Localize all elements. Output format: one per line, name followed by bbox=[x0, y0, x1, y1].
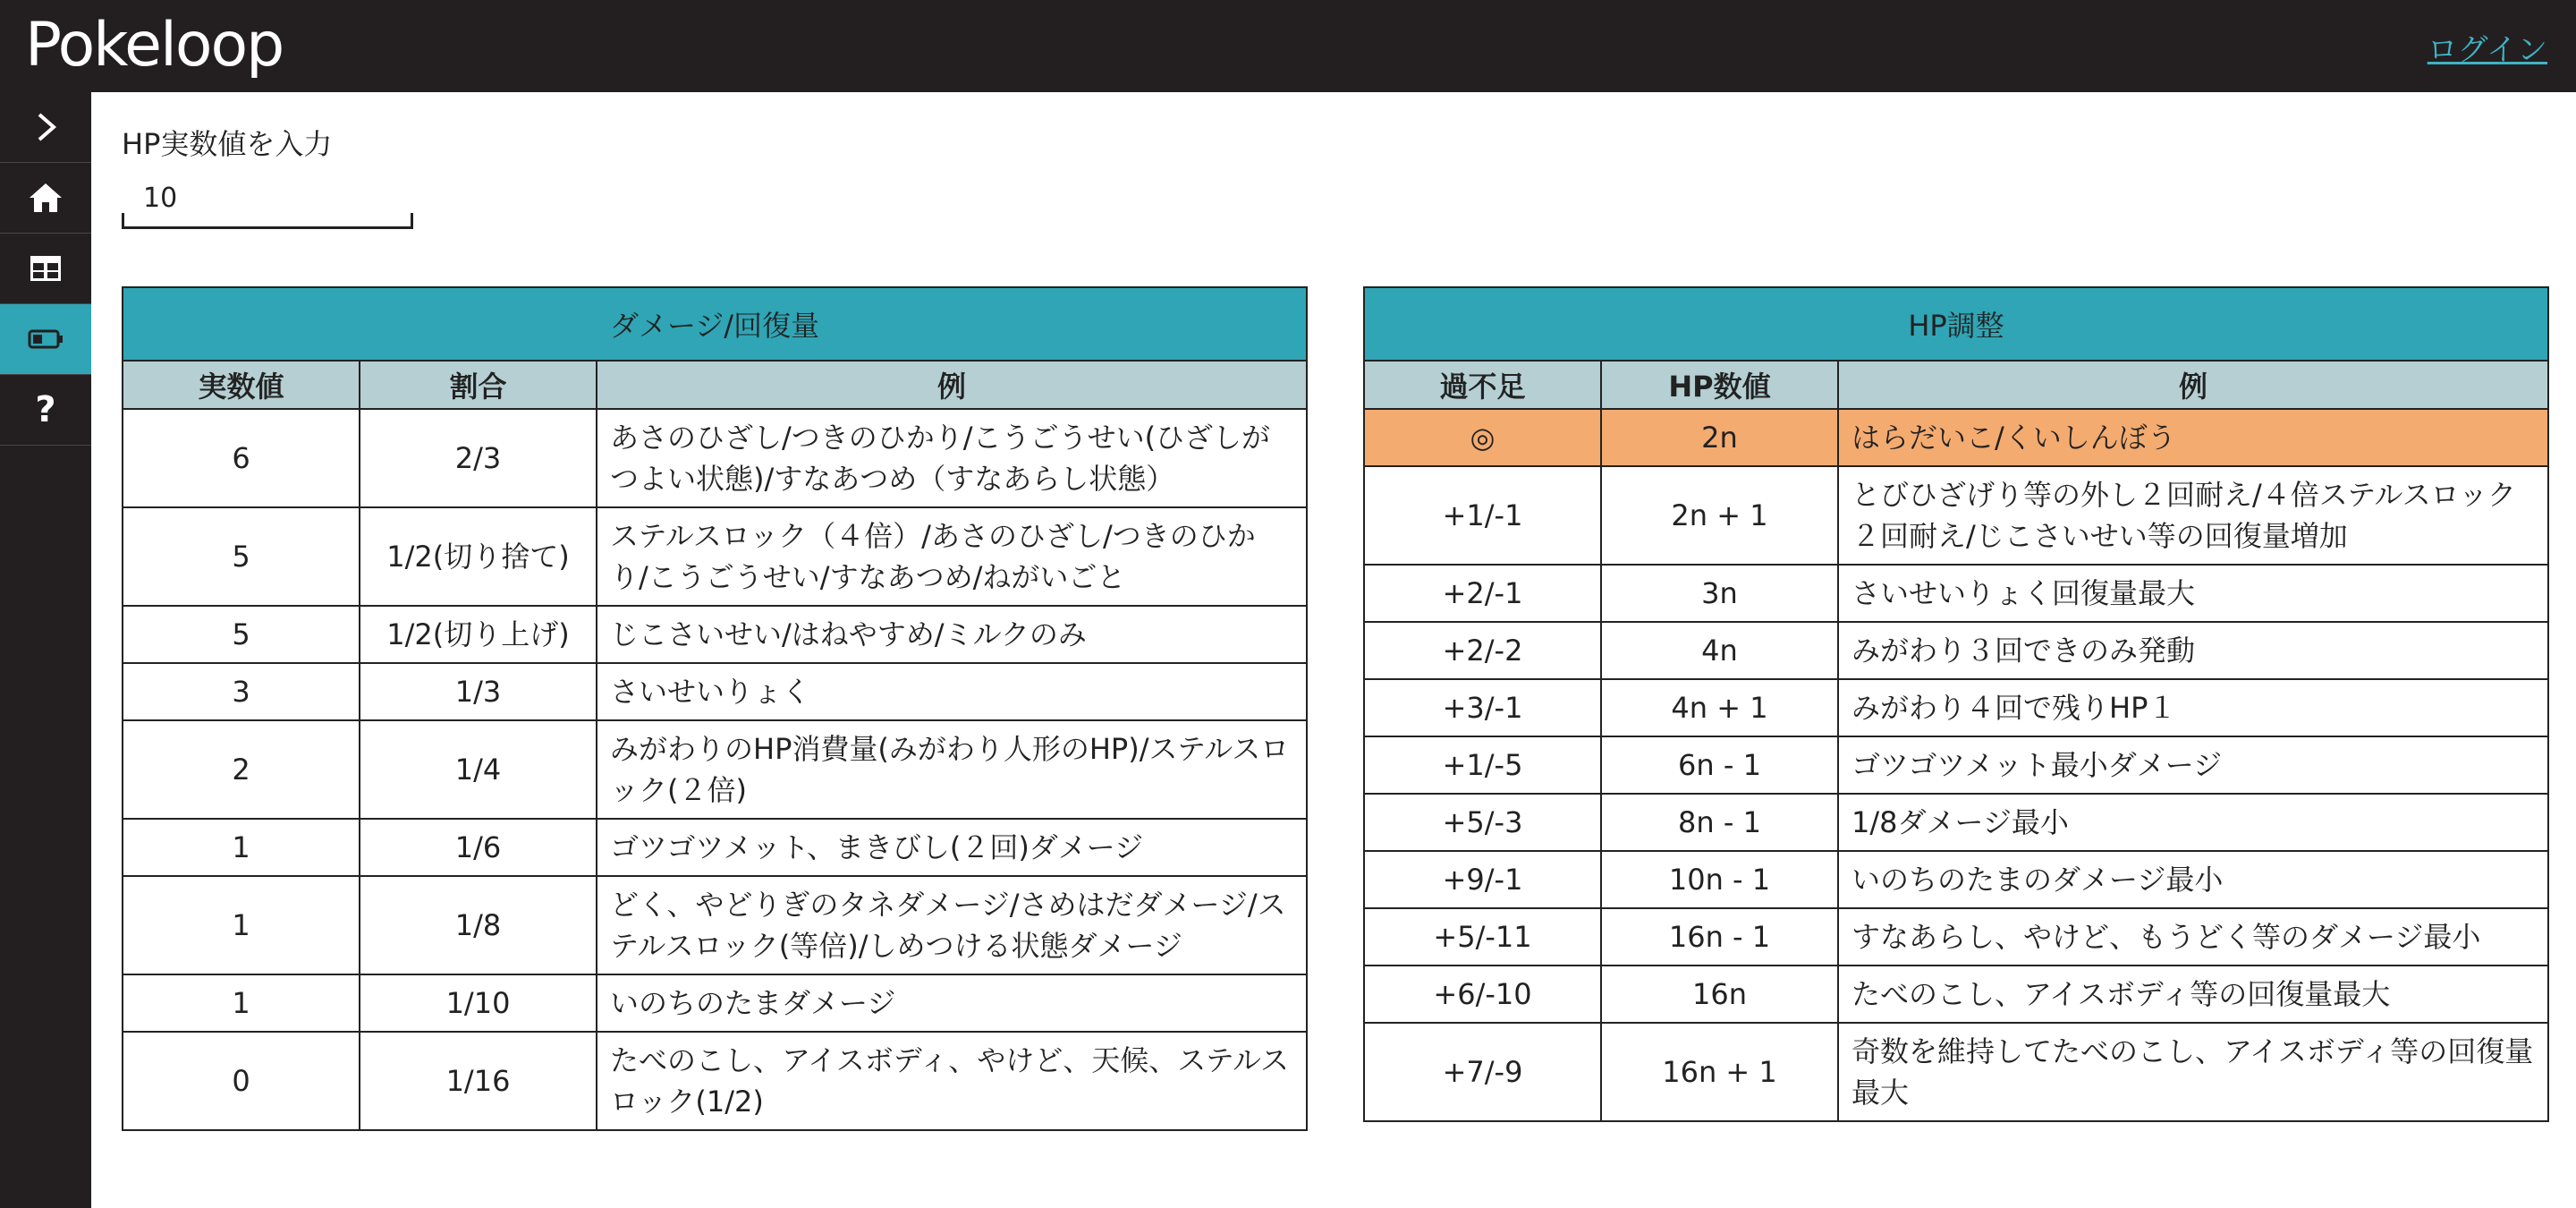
value-cell: 1 bbox=[123, 974, 360, 1032]
example-cell: さいせいりょく回復量最大 bbox=[1838, 565, 2548, 622]
example-cell: じこさいせい/はねやすめ/ミルクのみ bbox=[597, 606, 1307, 663]
example-cell: たべのこし、アイスボディ等の回復量最大 bbox=[1838, 966, 2548, 1023]
example-cell: ゴツゴツメット最小ダメージ bbox=[1838, 736, 2548, 794]
example-cell: 奇数を維持してたべのこし、アイスボディ等の回復量最大 bbox=[1838, 1023, 2548, 1121]
table-row bbox=[1364, 736, 2548, 794]
hp-cell: 2n bbox=[1601, 409, 1838, 466]
ratio-cell: 1/16 bbox=[360, 1032, 597, 1130]
diff-cell: +3/-1 bbox=[1364, 679, 1601, 736]
table-row bbox=[1364, 565, 2548, 622]
hp-cell: 8n - 1 bbox=[1601, 794, 1838, 851]
table-row bbox=[1364, 794, 2548, 851]
table-row bbox=[1364, 851, 2548, 908]
value-cell: 5 bbox=[123, 606, 360, 663]
chevron-right-icon bbox=[32, 109, 59, 145]
example-cell: はらだいこ/くいしんぼう bbox=[1838, 409, 2548, 466]
value-cell: 1 bbox=[123, 819, 360, 876]
diff-cell: +7/-9 bbox=[1364, 1023, 1601, 1121]
example-cell: みがわり４回で残りHP１ bbox=[1838, 679, 2548, 736]
example-cell: いのちのたまダメージ bbox=[597, 974, 1307, 1032]
logo-wordmark: Pokeloop bbox=[25, 10, 284, 81]
table-row bbox=[123, 507, 1307, 606]
hp-cell: 4n + 1 bbox=[1601, 679, 1838, 736]
example-cell: 1/8ダメージ最小 bbox=[1838, 794, 2548, 851]
damage-table bbox=[122, 286, 1308, 1131]
value-cell: 5 bbox=[123, 507, 360, 606]
example-cell: さいせいりょく bbox=[597, 663, 1307, 720]
hp-input[interactable] bbox=[122, 170, 413, 226]
value-cell: 1 bbox=[123, 876, 360, 974]
hp-cell: 4n bbox=[1601, 622, 1838, 679]
table-row bbox=[123, 876, 1307, 974]
example-cell: みがわり３回できのみ発動 bbox=[1838, 622, 2548, 679]
sidebar-item-home[interactable] bbox=[0, 163, 91, 234]
example-cell: ステルスロック（４倍）/あさのひざし/つきのひかり/こうごうせい/すなあつめ/ねがいごと bbox=[597, 507, 1307, 606]
column-header: 例 bbox=[1838, 361, 2548, 409]
table-row-highlighted bbox=[1364, 409, 2548, 466]
diff-cell: +6/-10 bbox=[1364, 966, 1601, 1023]
table-icon bbox=[30, 255, 62, 282]
pokeloop-logo[interactable] bbox=[25, 11, 283, 81]
damage-table-title: ダメージ/回復量 bbox=[123, 287, 1307, 361]
example-cell: いのちのたまのダメージ最小 bbox=[1838, 851, 2548, 908]
table-row bbox=[1364, 1023, 2548, 1121]
example-cell: みがわりのHP消費量(みがわり人形のHP)/ステルスロック(２倍) bbox=[597, 720, 1307, 819]
hp-cell: 3n bbox=[1601, 565, 1838, 622]
value-cell: 0 bbox=[123, 1032, 360, 1130]
sidebar-expand-button[interactable] bbox=[0, 92, 91, 163]
table-row bbox=[123, 409, 1307, 507]
value-cell: 2 bbox=[123, 720, 360, 819]
sidebar-item-help[interactable] bbox=[0, 375, 91, 446]
ratio-cell: 1/8 bbox=[360, 876, 597, 974]
diff-cell: +2/-2 bbox=[1364, 622, 1601, 679]
ratio-cell: 1/2(切り上げ) bbox=[360, 606, 597, 663]
table-row bbox=[1364, 966, 2548, 1023]
column-header: 実数値 bbox=[123, 361, 360, 409]
column-header: 割合 bbox=[360, 361, 597, 409]
table-row bbox=[1364, 466, 2548, 565]
hp-cell: 2n + 1 bbox=[1601, 466, 1838, 565]
ratio-cell: 1/4 bbox=[360, 720, 597, 819]
hp-cell: 6n - 1 bbox=[1601, 736, 1838, 794]
home-icon bbox=[28, 182, 64, 214]
example-cell: すなあらし、やけど、もうどく等のダメージ最小 bbox=[1838, 908, 2548, 966]
table-row bbox=[1364, 622, 2548, 679]
hp-input-label: HP実数値を入力 bbox=[122, 127, 333, 161]
column-header: HP数値 bbox=[1601, 361, 1838, 409]
diff-cell: +5/-3 bbox=[1364, 794, 1601, 851]
battery-icon bbox=[28, 329, 64, 349]
table-row bbox=[123, 720, 1307, 819]
table-row bbox=[123, 974, 1307, 1032]
ratio-cell: 2/3 bbox=[360, 409, 597, 507]
table-row bbox=[123, 819, 1307, 876]
diff-cell: +9/-1 bbox=[1364, 851, 1601, 908]
example-cell: あさのひざし/つきのひかり/こうごうせい(ひざしがつよい状態)/すなあつめ（すなあらし状態） bbox=[597, 409, 1307, 507]
ratio-cell: 1/2(切り捨て) bbox=[360, 507, 597, 606]
example-cell: たべのこし、アイスボディ、やけど、天候、ステルスロック(1/2) bbox=[597, 1032, 1307, 1130]
ratio-cell: 1/10 bbox=[360, 974, 597, 1032]
diff-cell: +1/-5 bbox=[1364, 736, 1601, 794]
table-row bbox=[1364, 679, 2548, 736]
ratio-cell: 1/3 bbox=[360, 663, 597, 720]
question-icon: ? bbox=[35, 389, 56, 430]
hp-cell: 16n bbox=[1601, 966, 1838, 1023]
hp-cell: 16n + 1 bbox=[1601, 1023, 1838, 1121]
hp-cell: 10n - 1 bbox=[1601, 851, 1838, 908]
diff-cell: ◎ bbox=[1364, 409, 1601, 466]
table-row bbox=[123, 606, 1307, 663]
hp-cell: 16n - 1 bbox=[1601, 908, 1838, 966]
ratio-cell: 1/6 bbox=[360, 819, 597, 876]
hp-input-container bbox=[122, 170, 413, 229]
logo-text bbox=[25, 11, 283, 81]
hp-adjust-table bbox=[1363, 286, 2549, 1122]
diff-cell: +2/-1 bbox=[1364, 565, 1601, 622]
column-header: 過不足 bbox=[1364, 361, 1601, 409]
value-cell: 3 bbox=[123, 663, 360, 720]
column-header: 例 bbox=[597, 361, 1307, 409]
example-cell: ゴツゴツメット、まきびし(２回)ダメージ bbox=[597, 819, 1307, 876]
table-row bbox=[123, 663, 1307, 720]
table-row bbox=[123, 1032, 1307, 1130]
login-link[interactable]: ログイン bbox=[2427, 32, 2547, 68]
value-cell: 6 bbox=[123, 409, 360, 507]
example-cell: どく、やどりぎのタネダメージ/さめはだダメージ/ステルスロック(等倍)/しめつける状態ダメージ bbox=[597, 876, 1307, 974]
table-row bbox=[1364, 908, 2548, 966]
diff-cell: +1/-1 bbox=[1364, 466, 1601, 565]
sidebar-item-hp-tool[interactable] bbox=[0, 304, 91, 375]
top-bar bbox=[0, 0, 2576, 92]
example-cell: とびひざげり等の外し２回耐え/４倍ステルスロック２回耐え/じこさいせい等の回復量増加 bbox=[1838, 466, 2548, 565]
sidebar bbox=[0, 92, 91, 1208]
hp-table-title: HP調整 bbox=[1364, 287, 2548, 361]
sidebar-item-table[interactable] bbox=[0, 234, 91, 304]
diff-cell: +5/-11 bbox=[1364, 908, 1601, 966]
